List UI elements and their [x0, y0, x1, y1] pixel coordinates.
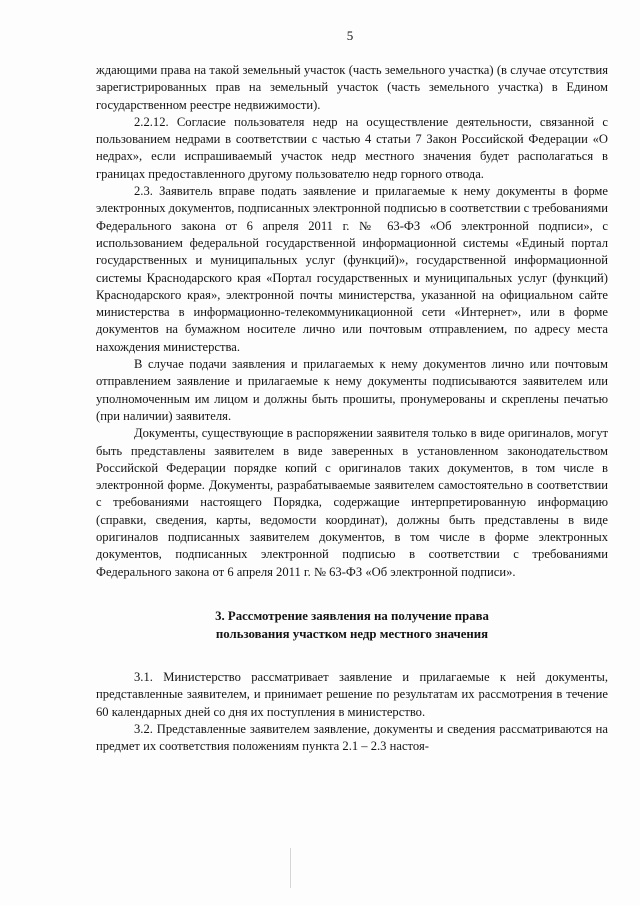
paragraph-3-2: 3.2. Представленные заявителем заявление, документы и сведения рассматриваются на предмет их соответствия положениям пункта 2.1 – 2.3 настоя-	[96, 721, 608, 754]
paragraph-3-1: 3.1. Министерство рассматривает заявление и прилагаемые к ней документы, представленные заявителем, и принимает решение по результатам их рассмотрения в течение 60 календарных дней со дня их поступления в министерство.	[96, 669, 608, 719]
paragraph-2-2-12: 2.2.12. Согласие пользователя недр на осуществление деятельности, связанной с пользованием недрами в соответствии с частью 4 статьи 7 Закон Российской Федерации «О недрах», если испрашиваемый участок недр местного значения будет располагаться в границах предоставленного другому пользователю недр горного отвода.	[96, 114, 608, 181]
section-3-heading	[96, 607, 608, 643]
paragraph-original-documents: Документы, существующие в распоряжении заявителя только в виде оригиналов, могут быть представлены заявителем в виде заверенных в установленном законодательством Российской Федерации порядке копий с оригиналов таких документов, в том числе в электронной форме. Документы, разрабатываемые заявителем самостоятельно в соответствии с требованиями настоящего Порядка, содержащие интерпретированную информацию (справки, сведения, карты, ведомости координат), должны быть представлены в виде оригиналов подписанных заявителем документов, в том числе в форме электронных документов, подписанных электронной подписью в соответствии с требованиями Федерального закона от 6 апреля 2011 г. № 63-ФЗ «Об электронной подписи».	[96, 426, 608, 579]
section-3-heading-line-1: 3. Рассмотрение заявления на получение права	[215, 608, 489, 623]
paragraph-continuation: ждающими права на такой земельный участок (часть земельного участка) (в случае отсутствия зарегистрированных прав на земельный участок (часть земельного участка) в Едином государственном реестре недвижимости).	[96, 63, 608, 112]
paragraph-2-3: 2.3. Заявитель вправе подать заявление и прилагаемые к нему документы в форме электронных документов, подписанных электронной подписью в соответствии с требованиями Федерального закона от 6 апреля 2011 г. № 63-ФЗ «Об электронной подписи», с использованием федеральной государственной информационной системы «Единый портал государственных и муниципальных услуг (функций)», государственной информационной системы Краснодарского края «Портал государственных и муниципальных услуг (функций) Краснодарского края», электронной почты министерства, указанной на официальном сайте министерства в информационно-телекоммуникационной сети «Интернет», или в форме документов на бумажном носителе лично или почтовым отправлением, по адресу места нахождения министерства.	[96, 184, 608, 354]
paragraph-submission-in-person: В случае подачи заявления и прилагаемых к нему документов лично или почтовым отправлением заявление и прилагаемые к нему документы подписываются заявителем или уполномоченным им лицом и должны быть прошиты, пронумерованы и скреплены печатью (при наличии) заявителя.	[96, 357, 608, 423]
section-3-heading-line-2: пользования участком недр местного значения	[215, 626, 489, 641]
scan-artifact-line	[290, 848, 291, 888]
document-body	[96, 62, 608, 755]
page-number: 5	[346, 28, 354, 43]
